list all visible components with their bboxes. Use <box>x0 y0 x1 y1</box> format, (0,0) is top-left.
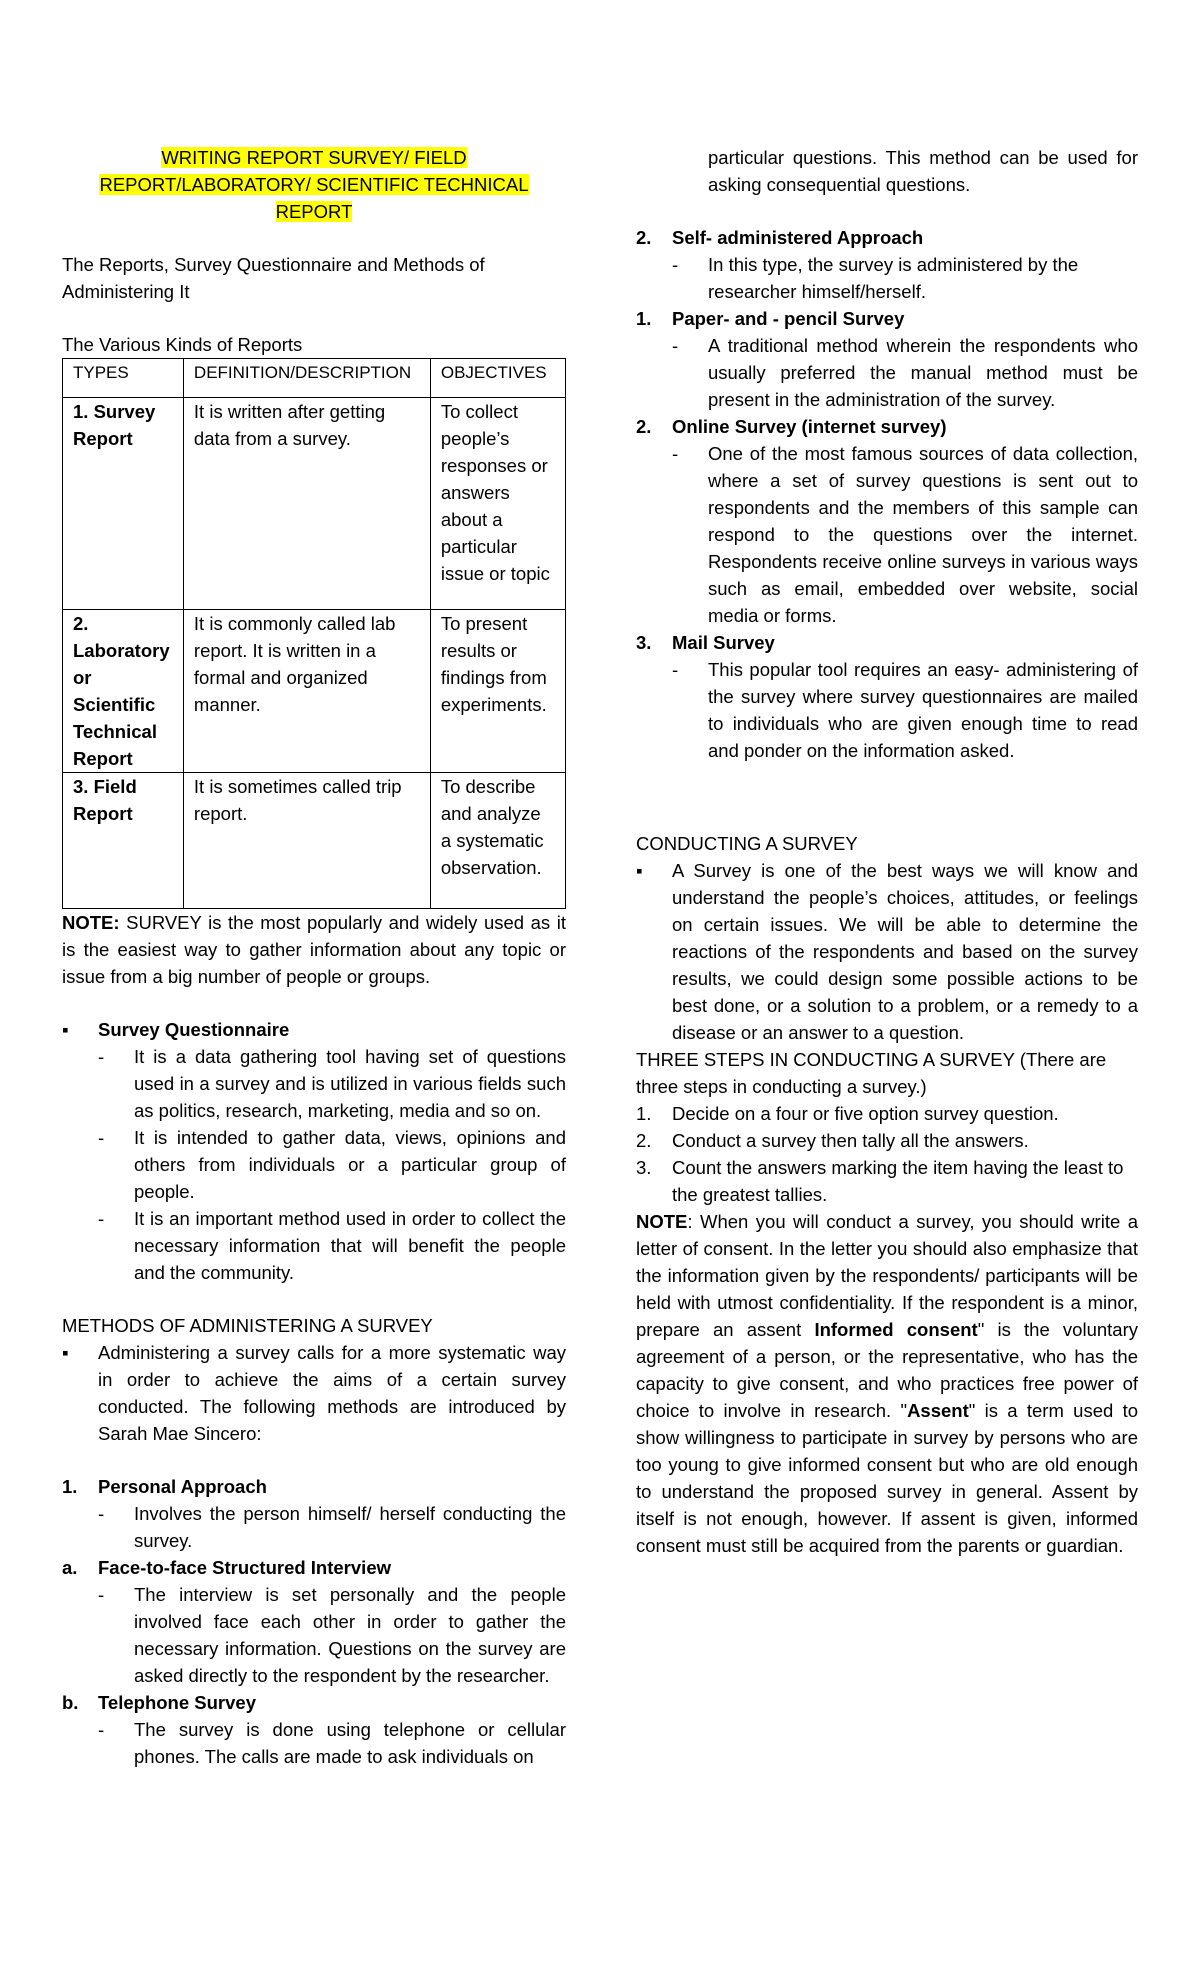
online-text: One of the most famous sources of data collection, where a set of survey questions is sent out to respondents and the members of this sample can respond to the questions over the internet. Respondents receive online surveys in various ways such as email, embedded over website, social media or forms. <box>708 443 1138 626</box>
dash-bullet: - <box>98 1208 105 1229</box>
list-item <box>62 1716 566 1770</box>
dash-bullet: - <box>672 254 679 275</box>
note-text: SURVEY is the most popularly and widely used as it is the easiest way to gather information about any topic or issue from a big number of people or groups. <box>62 912 566 987</box>
pp-heading: Paper- and - pencil Survey <box>672 308 905 329</box>
list-item <box>636 144 1138 198</box>
list-letter: b. <box>62 1692 79 1713</box>
list-number: 1. <box>62 1476 78 1497</box>
step-number: 2. <box>636 1130 652 1151</box>
step-text: Conduct a survey then tally all the answers. <box>672 1130 1029 1151</box>
steps-heading: THREE STEPS IN CONDUCTING A SURVEY (There are three steps in conducting a survey.) <box>636 1049 1107 1097</box>
methods-intro-text: Administering a survey calls for a more systematic way in order to achieve the aims of a certain survey conducted. The following methods are introduced by Sarah Mae Sincero: <box>98 1342 566 1444</box>
row-type: 3. Field Report <box>63 773 184 909</box>
square-bullet-icon: ▪ <box>636 860 643 881</box>
header-objectives: OBJECTIVES <box>430 359 565 398</box>
dash-bullet: - <box>98 1503 105 1524</box>
step-text: Count the answers marking the item having the least to the greatest tallies. <box>672 1157 1124 1205</box>
dash-bullet: - <box>98 1046 105 1067</box>
row-type: 2. Laboratory or Scientific Technical Report <box>63 610 184 773</box>
list-item <box>636 440 1138 629</box>
dash-bullet: - <box>672 659 679 680</box>
online-heading: Online Survey (internet survey) <box>672 416 947 437</box>
conducting-bullet <box>636 857 1138 1046</box>
consent-note-part2: " is the voluntary agreement of a person, or the representative, who has the capacity to give consent, and who practices free power of choice to involve in research. " <box>636 1319 1138 1421</box>
self-heading: Self- administered Approach <box>672 227 924 248</box>
table-caption: The Various Kinds of Reports <box>62 334 303 355</box>
step-item <box>636 1127 1138 1154</box>
f2f-heading: Face-to-face Structured Interview <box>98 1557 391 1578</box>
list-item <box>62 1043 566 1124</box>
reports-table <box>62 358 566 909</box>
row-definition: It is written after getting data from a survey. <box>183 398 430 610</box>
list-number: 1. <box>636 308 652 329</box>
tel-continued: particular questions. This method can be used for asking consequential questions. <box>708 147 1138 195</box>
list-number: 2. <box>636 227 652 248</box>
step-item <box>636 1154 1138 1208</box>
row-definition: It is commonly called lab report. It is written in a formal and organized manner. <box>183 610 430 773</box>
list-item <box>636 251 1138 305</box>
row-definition: It is sometimes called trip report. <box>183 773 430 909</box>
self-text: In this type, the survey is administered by the researcher himself/herself. <box>708 254 1079 302</box>
consent-note-label: NOTE <box>636 1211 688 1232</box>
personal-text: Involves the person himself/ herself conducting the survey. <box>134 1503 566 1551</box>
methods-heading: METHODS OF ADMINISTERING A SURVEY <box>62 1315 433 1336</box>
conducting-heading: CONDUCTING A SURVEY <box>636 833 858 854</box>
list-item <box>62 1581 566 1689</box>
dash-bullet: - <box>672 335 679 356</box>
mail-heading: Mail Survey <box>672 632 775 653</box>
subtitle: The Reports, Survey Questionnaire and Methods of Administering It <box>62 254 485 302</box>
methods-intro <box>62 1339 566 1447</box>
right-column <box>636 144 1138 1559</box>
table-row <box>63 773 566 909</box>
assent-term: Assent <box>907 1400 969 1421</box>
telephone-survey-heading <box>62 1689 566 1716</box>
consent-note-part3: " is a term used to show willingness to participate in survey by persons who are too young to give informed consent but who are old enough to understand the proposed survey in general. Assent by itself is not enough, however. If assent is given, informed consent must still be acquired from the parents or guardian. <box>636 1400 1138 1556</box>
table-row <box>63 398 566 610</box>
sq-item: It is intended to gather data, views, opinions and others from individuals or a particular group of people. <box>134 1127 566 1202</box>
face-to-face-heading <box>62 1554 566 1581</box>
row-type: 1. Survey Report <box>63 398 184 610</box>
note-paragraph <box>62 909 566 990</box>
paper-pencil-heading <box>636 305 1138 332</box>
list-item <box>62 1124 566 1205</box>
header-definition: DEFINITION/DESCRIPTION <box>183 359 430 398</box>
title-line-2: REPORT/LABORATORY/ SCIENTIFIC TECHNICAL REPORT <box>99 174 529 222</box>
header-types: TYPES <box>63 359 184 398</box>
step-text: Decide on a four or five option survey question. <box>672 1103 1059 1124</box>
square-bullet-icon: ▪ <box>62 1342 69 1363</box>
consent-note <box>636 1208 1138 1559</box>
table-header-row <box>63 359 566 398</box>
survey-questionnaire-heading <box>62 1016 566 1043</box>
sq-heading: Survey Questionnaire <box>98 1019 290 1040</box>
conducting-text: A Survey is one of the best ways we will know and understand the people’s choices, attitudes, or feelings on certain issues. We will be able to determine the reactions of the respondents and based on the survey results, we could design some possible actions to be best done, or a solution to a problem, or a remedy to a disease or an answer to a question. <box>672 860 1138 1043</box>
row-objective: To describe and analyze a systematic observation. <box>430 773 565 909</box>
consent-note-part1: : When you will conduct a survey, you should write a letter of consent. In the letter you should also emphasize that the information given by the respondents/ participants will be held with utmost confidentiality. If the respondent is a minor, prepare an assent <box>636 1211 1138 1340</box>
note-label: NOTE: <box>62 912 120 933</box>
list-letter: a. <box>62 1557 78 1578</box>
sq-item: It is an important method used in order to collect the necessary information that will benefit the people and the community. <box>134 1208 566 1283</box>
row-objective: To collect people’s responses or answers about a particular issue or topic <box>430 398 565 610</box>
dash-bullet: - <box>98 1584 105 1605</box>
step-item <box>636 1100 1138 1127</box>
list-item <box>62 1205 566 1286</box>
dash-bullet: - <box>98 1719 105 1740</box>
dash-bullet: - <box>98 1127 105 1148</box>
pp-text: A traditional method wherein the respondents who usually preferred the manual method must be present in the administration of the survey. <box>708 335 1138 410</box>
table-row <box>63 610 566 773</box>
list-item <box>62 1500 566 1554</box>
personal-heading: Personal Approach <box>98 1476 267 1497</box>
tel-text: The survey is done using telephone or cellular phones. The calls are made to ask individuals on <box>134 1719 566 1767</box>
sq-item: It is a data gathering tool having set of questions used in a survey and is utilized in various fields such as politics, research, marketing, media and so on. <box>134 1046 566 1121</box>
row-objective: To present results or findings from experiments. <box>430 610 565 773</box>
list-number: 2. <box>636 416 652 437</box>
self-administered-heading <box>636 224 1138 251</box>
list-number: 3. <box>636 632 652 653</box>
dash-bullet: - <box>672 443 679 464</box>
online-survey-heading <box>636 413 1138 440</box>
tel-heading: Telephone Survey <box>98 1692 256 1713</box>
f2f-text: The interview is set personally and the people involved face each other in order to gather the necessary information. Questions on the survey are asked directly to the respondent by the researcher. <box>134 1584 566 1686</box>
list-item <box>636 332 1138 413</box>
mail-survey-heading <box>636 629 1138 656</box>
title <box>62 144 566 225</box>
step-number: 3. <box>636 1157 652 1178</box>
title-line-1: WRITING REPORT SURVEY/ FIELD <box>161 147 467 168</box>
mail-text: This popular tool requires an easy- administering of the survey where survey questionnaires are mailed to individuals who are given enough time to read and ponder on the information asked. <box>708 659 1138 761</box>
informed-consent-term: Informed consent <box>814 1319 978 1340</box>
personal-approach-heading <box>62 1473 566 1500</box>
left-column <box>62 144 566 1770</box>
square-bullet-icon: ▪ <box>62 1019 69 1040</box>
list-item <box>636 656 1138 764</box>
step-number: 1. <box>636 1103 652 1124</box>
